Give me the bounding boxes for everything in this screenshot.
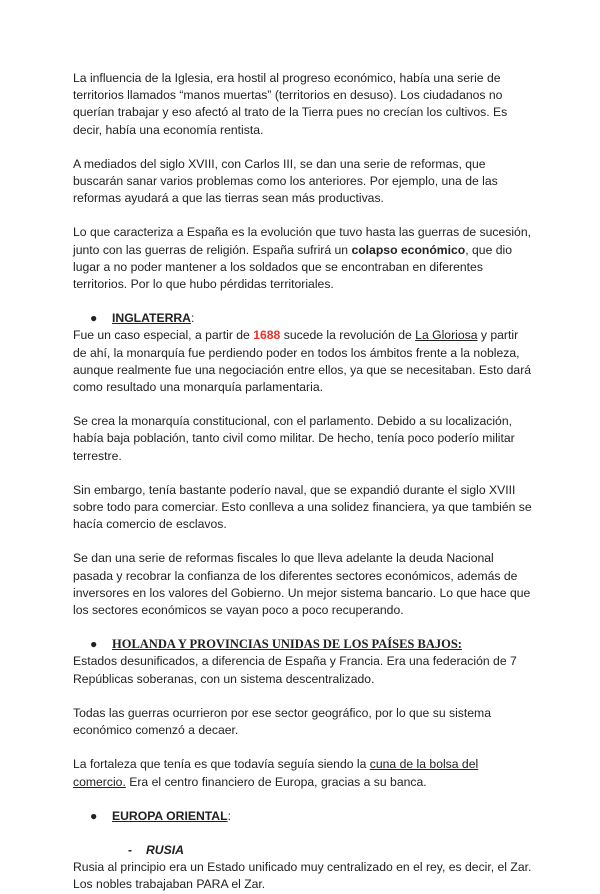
paragraph-inglaterra-2: Se crea la monarquía constitucional, con el parlamento. Debido a su localización, había baja población, tanto civil como militar. De hecho, tenía poco poderío militar terrestre. (73, 414, 515, 463)
paragraph-iglesia: La influencia de la Iglesia, era hostil al progreso económico, había una serie de territorios llamados “manos muertas” (territorios en desuso). Los ciudadanos no querían trabajar y eso afectó al trato de la Tierra pues no crecían los cultivos. Es decir, había una economía rentista. (73, 71, 508, 137)
paragraph-inglaterra-3: Sin embargo, tenía bastante poderío naval, que se expandió durante el siglo XVIII sobre todo para comerciar. Esto conlleva a una solidez financiera, ya que también se hacía comercio de esclavos. (73, 482, 532, 532)
heading-inglaterra: ● INGLATERRA: (90, 310, 533, 327)
paragraph-rusia: Rusia al principio era un Estado unificado muy centralizado en el rey, es decir, el Zar. Los nobles trabajaban PARA el Zar. (73, 860, 532, 892)
bullet-icon: ● (90, 637, 98, 652)
subheading-rusia: - RUSIA (128, 842, 533, 859)
paragraph-holanda-3: La fortaleza que tenía es que todavía seguía siendo la cuna de la bolsa del comercio. Era el centro financiero de Europa, gracias a su banca. (73, 757, 479, 789)
heading-europa-oriental: ● EUROPA ORIENTAL: (90, 808, 533, 825)
la-gloriosa-link[interactable]: La Gloriosa (415, 328, 478, 343)
year-1688: 1688 (253, 328, 281, 343)
dash-marker: - (128, 842, 133, 857)
paragraph-espana: Lo que caracteriza a España es la evolución que tuvo hasta las guerras de sucesión, junto con las guerras de religión. España sufrirá un colapso económico, que dio lugar a no poder mantener a los soldados que se encontraban en diferentes territorios. Por lo que hubo pérdidas territoriales. (73, 225, 531, 292)
bold-colapso: colapso económico (351, 242, 466, 257)
bullet-icon: ● (90, 808, 98, 823)
cuna-bolsa-link[interactable]: cuna de la bolsa del comercio. (73, 757, 479, 789)
bullet-icon: ● (90, 311, 98, 326)
paragraph-inglaterra-1: Fue un caso especial, a partir de 1688 sucede la revolución de La Gloriosa y partir de ahí, la monarquía fue perdiendo poder en todos los ámbitos frente a la nobleza, aunque realmente fue una negociación entre ellos, ya que se necesitaban. Esto dará como resultado una monarquía parlamentaria. (73, 328, 532, 395)
paragraph-carlos-iii: A mediados del siglo XVIII, con Carlos III, se dan una serie de reformas, que buscarán sanar varios problemas como los anteriores. Por ejemplo, una de las reformas ayudará a que las tierras sean más productivas. (73, 156, 498, 206)
document-body (73, 70, 533, 894)
paragraph-inglaterra-4: Se dan una serie de reformas fiscales lo que lleva adelante la deuda Nacional pasada y recobrar la confianza de los diferentes sectores económicos, además de inversores en los valores del Gobierno. Un mejor sistema bancario. Lo que hace que los sectores económicos se vayan poco a poco recuperando. (73, 551, 531, 618)
paragraph-holanda-1: Estados desunificados, a diferencia de España y Francia. Era una federación de 7 Repúblicas soberanas, con un sistema descentralizado. (73, 654, 517, 686)
heading-holanda: ● HOLANDA Y PROVINCIAS UNIDAS DE LOS PAÍSES BAJOS: (90, 636, 533, 653)
paragraph-holanda-2: Todas las guerras ocurrieron por ese sector geográfico, por lo que su sistema económico comenzó a decaer. (73, 705, 491, 738)
